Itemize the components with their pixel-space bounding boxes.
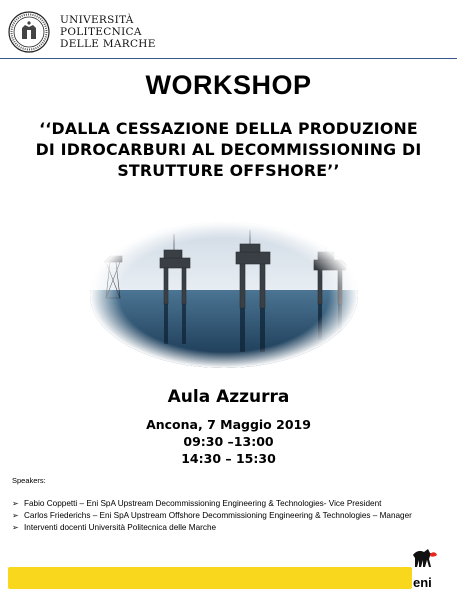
speakers-label: Speakers: — [12, 476, 46, 485]
subtitle-line: STRUTTURE OFFSHORE’’ — [117, 161, 340, 180]
university-seal-icon — [8, 11, 50, 53]
event-title: WORKSHOP — [145, 70, 312, 100]
speakers-list — [12, 498, 412, 534]
university-name-line: POLITECNICA — [60, 26, 142, 38]
offshore-platforms-image — [90, 222, 358, 368]
subtitle-line: ‘‘DALLA CESSAZIONE DELLA PRODUZIONE — [39, 119, 418, 138]
arrow-bullet-icon: ➢ — [12, 499, 19, 508]
speaker-item — [12, 510, 412, 522]
speaker-item — [12, 498, 412, 510]
university-name — [60, 14, 156, 50]
footer-yellow-bar — [8, 567, 412, 589]
header-divider — [0, 58, 457, 59]
event-subtitle — [6, 118, 451, 181]
time-slot-morning: 09:30 –13:00 — [183, 434, 274, 449]
arrow-bullet-icon: ➢ — [12, 511, 19, 520]
speaker-text: Fabio Coppetti – Eni SpA Upstream Decommissioning Engineering & Technologies- Vice President — [24, 499, 382, 508]
speaker-text: Carlos Friederichs – Eni SpA Upstream Offshore Decommissioning Engineering & Technologies – Manager — [24, 511, 412, 520]
speaker-item — [12, 522, 412, 534]
eni-brand-text: eni — [413, 575, 432, 590]
speaker-text: Interventi docenti Università Politecnica delle Marche — [24, 523, 217, 532]
subtitle-line: DI IDROCARBURI AL DECOMMISSIONING DI — [35, 140, 422, 159]
header — [8, 10, 156, 54]
time-slot-afternoon: 14:30 – 15:30 — [181, 451, 276, 466]
arrow-bullet-icon: ➢ — [12, 523, 19, 532]
university-name-line: UNIVERSITÀ — [60, 14, 134, 26]
event-date-time — [0, 416, 457, 467]
event-date: Ancona, 7 Maggio 2019 — [146, 417, 311, 432]
eni-six-legged-dog-logo-icon — [410, 545, 438, 569]
venue-name: Aula Azzurra — [167, 387, 290, 407]
university-name-line: DELLE MARCHE — [60, 38, 156, 50]
